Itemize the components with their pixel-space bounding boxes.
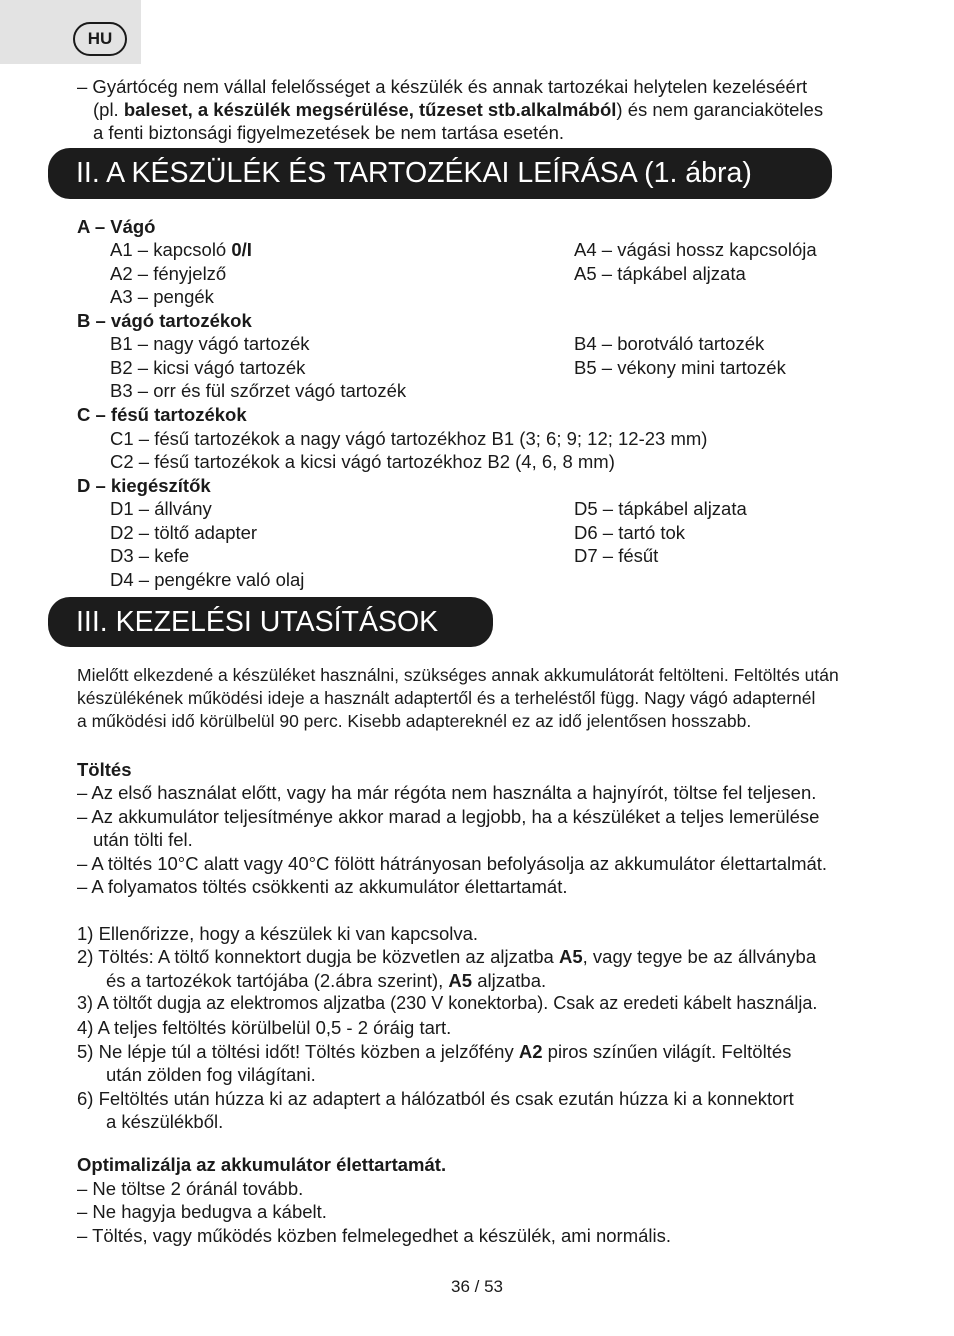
item-d6: D6 – tartó tok	[574, 522, 686, 543]
item-c1: C1 – fésű tartozékok a nagy vágó tartozékhoz B1 (3; 6; 9; 12; 12-23 mm)	[110, 428, 708, 449]
charging-note-2-cont: után tölti fel.	[93, 829, 193, 850]
optimize-tip-1: – Ne töltse 2 óránál tovább.	[77, 1178, 304, 1199]
section-2-heading: II. A KÉSZÜLÉK ÉS TARTOZÉKAI LEÍRÁSA (1. ábra)	[48, 148, 832, 199]
intro-paragraph-line-2: készülékének működési ideje a használt adaptertől és a terheléstől függ. Nagy vágó adapternél	[77, 688, 816, 708]
step-6: 6) Feltöltés után húzza ki az adaptert a hálózatból és csak ezután húzza ki a konnektort	[77, 1088, 794, 1109]
intro-line-3: a fenti biztonsági figyelmezetések be nem tartása esetén.	[93, 122, 564, 143]
item-b3: B3 – orr és fül szőrzet vágó tartozék	[110, 380, 407, 401]
intro-line-1: – Gyártócég nem vállal felelősséget a készülék és annak tartozékai helytelen kezeléséért	[77, 76, 808, 97]
charging-heading: Töltés	[77, 759, 132, 780]
language-tab	[0, 0, 141, 64]
item-c2: C2 – fésű tartozékok a kicsi vágó tartozékhoz B2 (4, 6, 8 mm)	[110, 451, 615, 472]
item-d1: D1 – állvány	[110, 498, 212, 519]
item-a2: A2 – fényjelző	[110, 263, 227, 284]
item-a5: A5 – tápkábel aljzata	[574, 263, 746, 284]
charging-note-2: – Az akkumulátor teljesítménye akkor marad a legjobb, ha a készüléket a teljes lemerülése	[77, 806, 820, 827]
section-3-heading: III. KEZELÉSI UTASÍTÁSOK	[48, 597, 493, 647]
item-b5: B5 – vékony mini tartozék	[574, 357, 786, 378]
step-2-cont: és a tartozékok tartójába (2.ábra szerint), A5 aljzatba.	[106, 970, 547, 991]
group-d-heading: D – kiegészítők	[77, 475, 211, 496]
charging-note-1: – Az első használat előtt, vagy ha már régóta nem használta a hajnyírót, töltse fel teljesen.	[77, 782, 817, 803]
charging-note-4: – A folyamatos töltés csökkenti az akkumulátor élettartamát.	[77, 876, 568, 897]
intro-paragraph-line-1: Mielőtt elkezdené a készüléket használni, szükséges annak akkumulátorát feltölteni. Feltöltés után	[77, 665, 839, 685]
optimize-heading: Optimalizálja az akkumulátor élettartamát.	[77, 1154, 447, 1175]
intro-line-2: (pl. baleset, a készülék megsérülése, tűzeset stb.alkalmából) és nem garanciaköteles	[93, 99, 824, 120]
step-1: 1) Ellenőrizze, hogy a készülek ki van kapcsolva.	[77, 923, 479, 944]
optimize-tip-3: – Töltés, vagy működés közben felmelegedhet a készülék, ami normális.	[77, 1225, 672, 1246]
step-3: 3) A töltőt dugja az elektromos aljzatba (230 V konektorba). Csak az eredeti kábelt használja.	[77, 993, 818, 1013]
optimize-tip-2: – Ne hagyja bedugva a kábelt.	[77, 1201, 327, 1222]
item-b2: B2 – kicsi vágó tartozék	[110, 357, 306, 378]
group-c-heading: C – fésű tartozékok	[77, 404, 247, 425]
intro-paragraph-line-3: a működési idő körülbelül 90 perc. Kisebb adaptereknél ez az idő jelentősen hosszabb.	[77, 711, 752, 731]
step-4: 4) A teljes feltöltés körülbelül 0,5 - 2 óráig tart.	[77, 1017, 452, 1038]
step-6-cont: a készülékből.	[106, 1111, 224, 1132]
language-badge: HU	[73, 22, 127, 56]
step-5-cont: után zölden fog világítani.	[106, 1064, 316, 1085]
item-d2: D2 – töltő adapter	[110, 522, 258, 543]
item-a1: A1 – kapcsoló 0/I	[110, 239, 252, 260]
group-b-heading: B – vágó tartozékok	[77, 310, 252, 331]
item-b1: B1 – nagy vágó tartozék	[110, 333, 310, 354]
item-d4: D4 – pengékre való olaj	[110, 569, 305, 590]
group-a-heading: A – Vágó	[77, 216, 156, 237]
step-2: 2) Töltés: A töltő konnektort dugja be közvetlen az aljzatba A5, vagy tegye be az állványba	[77, 946, 817, 967]
item-d3: D3 – kefe	[110, 545, 190, 566]
item-d7: D7 – fésűt	[574, 545, 659, 566]
page-number: 36 / 53	[451, 1277, 503, 1296]
item-d5: D5 – tápkábel aljzata	[574, 498, 747, 519]
item-a3: A3 – pengék	[110, 286, 214, 307]
step-5: 5) Ne lépje túl a töltési időt! Töltés közben a jelzőfény A2 piros színűen világít. Feltöltés	[77, 1041, 792, 1062]
charging-note-3: – A töltés 10°C alatt vagy 40°C fölött hátrányosan befolyásolja az akkumulátor élettartalmát.	[77, 853, 828, 874]
item-b4: B4 – borotváló tartozék	[574, 333, 765, 354]
item-a4: A4 – vágási hossz kapcsolója	[574, 239, 817, 260]
